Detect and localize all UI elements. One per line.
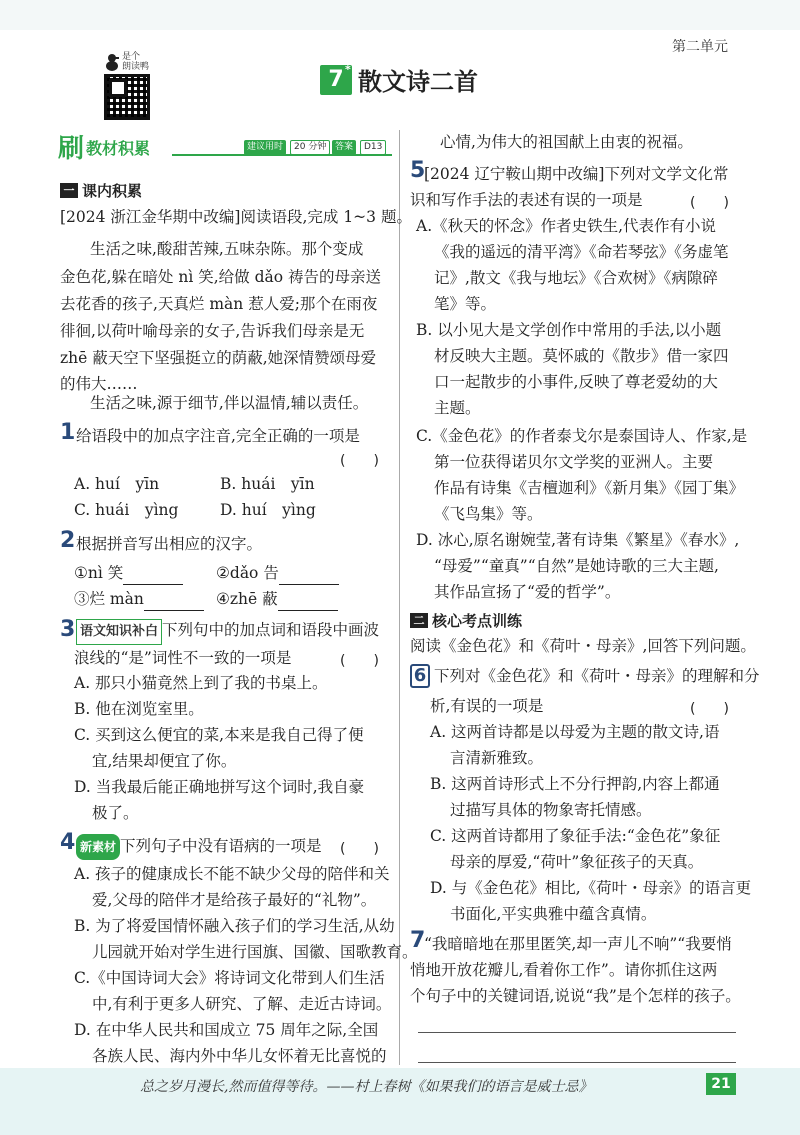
q4-option-c-cont: 中,有利于更多人研究、了解、走近古诗词。 — [92, 995, 392, 1013]
q6-line: 书面化,平实典雅中蕴含真情。 — [450, 905, 657, 923]
q4-tag: 新素材 — [76, 834, 120, 860]
q1-option-a[interactable]: A. huí yīn — [74, 475, 160, 493]
top-bar — [0, 0, 800, 30]
answer-line[interactable] — [418, 1062, 736, 1063]
duck-icon — [104, 52, 120, 72]
q1-number: 1 — [60, 420, 76, 445]
q4-option-b[interactable]: B. 为了将爱国情怀融入孩子们的学习生活,从幼 — [74, 917, 395, 935]
passage-end: 生活之味,源于细节,伴以温情,辅以责任。 — [90, 394, 369, 412]
q6-stem-1: 下列对《金色花》和《荷叶・母亲》的理解和分 — [434, 667, 760, 685]
q4-option-d-cont: 各族人民、海内外中华儿女怀着无比喜悦的 — [92, 1047, 387, 1065]
q5-stem-2: 识和写作手法的表述有误的一项是 — [410, 191, 643, 209]
optional-mark: * — [345, 62, 351, 76]
q7-number: 7 — [410, 928, 426, 953]
answer-page: D13 — [360, 140, 386, 155]
section-2-head — [410, 610, 522, 631]
q1-option-c[interactable]: C. huái yìng — [74, 501, 179, 519]
q5-line: 记》,散文《我与地坛》《合欢树》《病隙碎 — [434, 269, 718, 287]
q4-option-a[interactable]: A. 孩子的健康成长不能不缺少父母的陪伴和关 — [74, 865, 390, 883]
q5-line: 笔》等。 — [434, 295, 497, 313]
passage-line: 去花香的孩子,天真烂 màn 惹人爱;那个在雨夜 — [60, 295, 378, 313]
q5-number: 5 — [410, 158, 426, 183]
q4-stem: 新素材 下列句子中没有语病的一项是 — [76, 834, 322, 860]
q3-option-b[interactable]: B. 他在浏览室里。 — [74, 700, 204, 718]
q3-number: 3 — [60, 617, 76, 642]
section-1-head — [60, 180, 142, 201]
q3-stem-2: 浪线的“是”词性不一致的一项是 — [74, 649, 292, 667]
q5-answer-slot[interactable]: ( ) — [690, 195, 729, 211]
intro-text-2: 阅读《金色花》和《荷叶・母亲》,回答下列问题。 — [410, 637, 756, 655]
q2-item-1: ①nì 笑 — [74, 561, 183, 585]
q5-line: 第一位获得诺贝尔文学奖的亚洲人。主要 — [434, 453, 714, 471]
q5-line: 《我的遥远的清平湾》《命若琴弦》《务虚笔 — [434, 243, 729, 261]
qr-caption-2: 朗读鸭 — [122, 62, 150, 72]
q6-answer-slot[interactable]: ( ) — [690, 701, 729, 717]
q3-option-d-cont: 极了。 — [92, 804, 139, 822]
q7-line: 个句子中的关键词语,说说“我”是个怎样的孩子。 — [410, 987, 741, 1005]
lesson-number: 7 * — [320, 65, 352, 95]
passage-line: 生活之味,酸甜苦辣,五味杂陈。那个变成 — [90, 240, 364, 258]
q5-line: 其作品宣扬了“爱的哲学”。 — [434, 583, 621, 601]
q2-item-2: ②dǎo 告 — [216, 561, 339, 585]
q6-option-c[interactable]: C. 这两首诗都用了象征手法:“金色花”象征 — [430, 827, 721, 845]
q5-line: 《飞鸟集》等。 — [434, 505, 543, 523]
qr-block — [104, 52, 164, 120]
answer-line[interactable] — [418, 1032, 736, 1033]
q5-line: 主题。 — [434, 399, 481, 417]
q3-option-a[interactable]: A. 那只小猫竟然上到了我的书桌上。 — [74, 674, 328, 692]
q6-number: 6 — [410, 664, 430, 688]
q2-stem: 根据拼音写出相应的汉字。 — [76, 535, 263, 553]
answer-label: 答案 — [332, 140, 356, 155]
q4-option-b-cont: 儿园就开始对学生进行国旗、国徽、国歌教育。 — [92, 943, 418, 961]
q2-blank-3[interactable] — [144, 595, 204, 611]
q5-option-b[interactable]: B. 以小见大是文学创作中常用的手法,以小题 — [416, 321, 722, 339]
q6-option-d[interactable]: D. 与《金色花》相比,《荷叶・母亲》的语言更 — [430, 879, 752, 897]
q4-option-d-end: 心情,为伟大的祖国献上由衷的祝福。 — [440, 133, 693, 151]
q5-option-d[interactable]: D. 冰心,原名谢婉莹,著有诗集《繁星》《春水》, — [416, 531, 740, 549]
q5-stem-1: [2024 辽宁鞍山期中改编]下列对文学文化常 — [424, 165, 729, 183]
q5-line: “母爱”“童真”“自然”是她诗歌的三大主题, — [434, 557, 719, 575]
q2-blank-2[interactable] — [279, 569, 339, 585]
q5-option-a[interactable]: A.《秋天的怀念》作者史铁生,代表作有小说 — [416, 217, 717, 235]
q3-option-c-cont: 宜,结果却便宜了你。 — [92, 752, 237, 770]
qr-code-icon[interactable] — [104, 74, 150, 120]
q6-stem-2: 析,有误的一项是 — [430, 697, 544, 715]
q5-line: 口一起散步的小事件,反映了尊老爱幼的大 — [434, 373, 718, 391]
q4-answer-slot[interactable]: ( ) — [340, 841, 379, 857]
shua-char: 刷 — [58, 134, 85, 164]
q1-option-d[interactable]: D. huí yìng — [220, 501, 316, 519]
lesson-title — [320, 62, 478, 97]
column-divider — [399, 130, 400, 1065]
q1-stem: 给语段中的加点字注音,完全正确的一项是 — [76, 427, 360, 445]
q4-number: 4 — [60, 830, 76, 855]
q6-option-b[interactable]: B. 这两首诗形式上不分行押韵,内容上都通 — [430, 775, 720, 793]
q3-answer-slot[interactable]: ( ) — [340, 653, 379, 669]
q4-option-c[interactable]: C.《中国诗词大会》将诗词文化带到人们生活 — [74, 969, 385, 987]
passage-line: 金色花,躲在暗处 nì 笑,给做 dǎo 祷告的母亲送 — [60, 268, 381, 286]
q1-option-b[interactable]: B. huái yīn — [220, 475, 315, 493]
passage-line: 的伟大…… — [60, 375, 138, 393]
q3-option-c[interactable]: C. 买到这么便宜的菜,本来是我自己得了便 — [74, 726, 364, 744]
section-1-num: 一 — [60, 183, 78, 198]
section-2-num: 二 — [410, 613, 428, 628]
q1-answer-slot[interactable]: ( ) — [340, 453, 379, 469]
page-number: 21 — [706, 1073, 736, 1095]
unit-label: 第二单元 — [672, 39, 728, 55]
passage-line: zhē 蔽天空下坚强挺立的荫蔽,她深情赞颂母爱 — [60, 349, 377, 367]
q2-blank-1[interactable] — [123, 569, 183, 585]
q6-option-a[interactable]: A. 这两首诗都是以母爱为主题的散文诗,语 — [430, 723, 720, 741]
q7-line: “我暗暗地在那里匿笑,却一声儿不响”“我要悄 — [424, 935, 732, 953]
shua-title: 教材积累 — [86, 139, 151, 158]
intro-text: [2024 浙江金华期中改编]阅读语段,完成 1~3 题。 — [60, 208, 412, 226]
shua-header — [58, 132, 393, 162]
lesson-name: 散文诗二首 — [358, 68, 478, 96]
q7-line: 悄地开放花瓣儿,看着你工作”。请你抓住这两 — [410, 961, 718, 979]
passage-line: 徘徊,以荷叶喻母亲的女子,告诉我们母亲是无 — [60, 322, 365, 340]
q4-option-a-cont: 爱,父母的陪伴才是给孩子最好的“礼物”。 — [92, 891, 377, 909]
footer-quote: 总之岁月漫长,然而值得等待。——村上春树《如果我们的语言是威士忌》 — [140, 1079, 593, 1095]
q4-option-d[interactable]: D. 在中华人民共和国成立 75 周年之际,全国 — [74, 1021, 379, 1039]
q6-line: 言清新雅致。 — [450, 749, 544, 767]
qr-caption-1: 是个 — [122, 52, 141, 62]
q6-line: 过描写具体的物象寄托情感。 — [450, 801, 652, 819]
q2-blank-4[interactable] — [278, 595, 338, 611]
q2-item-4: ④zhē 蔽 — [216, 587, 338, 611]
section-2-title: 核心考点训练 — [432, 612, 523, 630]
q2-number: 2 — [60, 528, 76, 553]
q6-line: 母亲的厚爱,“荷叶”象征孩子的天真。 — [450, 853, 704, 871]
q5-line: 作品有诗集《吉檀迦利》《新月集》《园丁集》 — [434, 479, 745, 497]
q5-line: 材反映大主题。莫怀戚的《散步》借一家四 — [434, 347, 729, 365]
section-1-title: 课内积累 — [82, 182, 143, 200]
time-label: 建议用时 — [244, 140, 286, 155]
q3-option-d[interactable]: D. 当我最后能正确地拼写这个词时,我自豪 — [74, 778, 365, 796]
q2-item-3: ③烂 màn — [74, 587, 204, 611]
q5-option-c[interactable]: C.《金色花》的作者泰戈尔是泰国诗人、作家,是 — [416, 427, 748, 445]
q3-tag: 语文知识补白 — [76, 619, 162, 645]
q3-stem-1: 语文知识补白 下列句中的加点词和语段中画波 — [76, 618, 379, 645]
time-value: 20 分钟 — [290, 140, 330, 155]
